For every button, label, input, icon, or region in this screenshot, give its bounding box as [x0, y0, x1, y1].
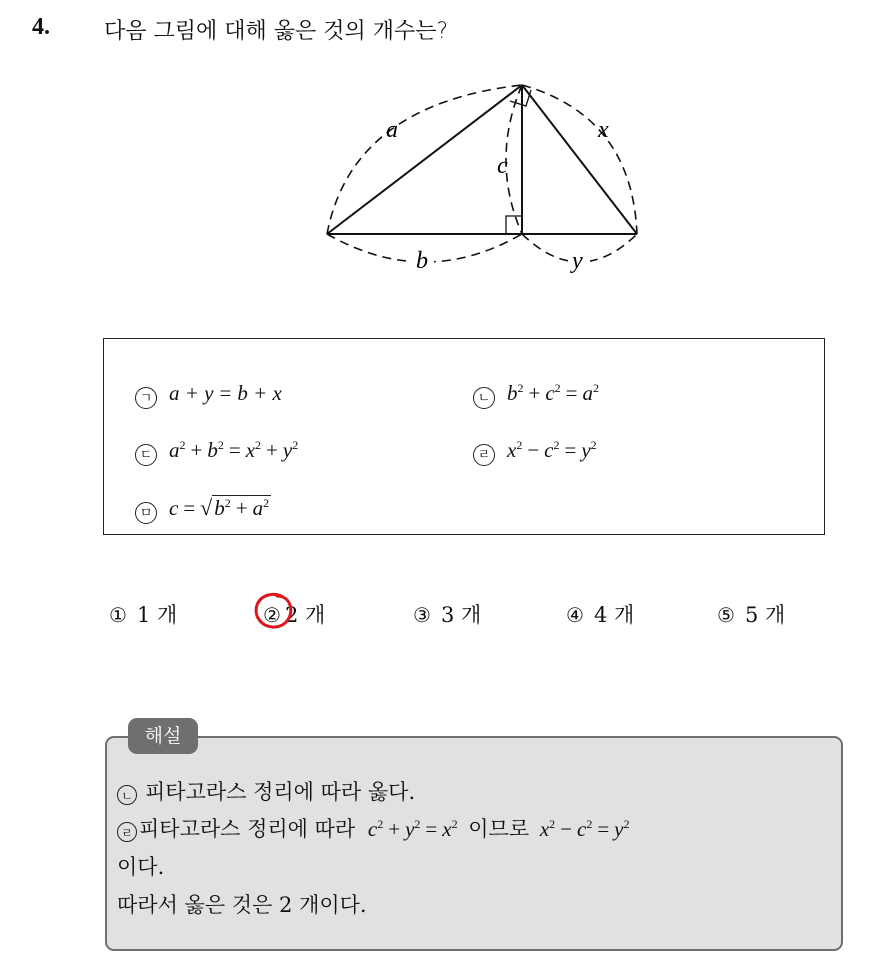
statement-2 [473, 381, 599, 409]
statement-mark: ㄹ [473, 444, 495, 466]
statement-mark: ㄷ [135, 444, 157, 466]
solution-line-4: 따라서 옳은 것은 2 개이다. [117, 893, 367, 917]
question-text: 다음 그림에 대해 옳은 것의 개수는? [104, 19, 449, 44]
label-a: a [386, 117, 398, 143]
solution-tag: 해설 [128, 718, 198, 754]
solution-line-3: 이다. [117, 855, 165, 879]
statement-mark: ㄱ [135, 387, 157, 409]
statement-5 [135, 495, 271, 524]
statement-expr: a + y [169, 381, 214, 405]
label-y: y [572, 248, 583, 274]
statement-mark: ㅁ [135, 502, 157, 524]
choice-3[interactable]: ③ 3 개 [413, 603, 482, 627]
statement-expr: $c = √b^2 + a^2$ [169, 495, 270, 520]
statement-expr: $a^2 + b^2 = x^2 + y^2$ [169, 438, 299, 462]
label-b: b [416, 248, 428, 274]
statement-expr: $b^2 + c^2 = a^2$ [507, 381, 600, 405]
selection-circle-mark [253, 591, 295, 631]
label-c: c [497, 153, 508, 179]
choice-2[interactable]: ② 2 개 [263, 603, 326, 627]
solution-line-1: ㄴ 피타고라스 정리에 따라 옳다. [117, 776, 415, 806]
statement-3 [135, 438, 298, 466]
choice-4[interactable]: ④ 4 개 [566, 603, 635, 627]
answer-choices [0, 599, 884, 631]
question-number: 4. [32, 14, 50, 40]
triangle-figure [0, 0, 884, 320]
label-x: x [598, 117, 609, 143]
arc-c [506, 85, 522, 234]
statement-expr: $x^2 - c^2 = y^2$ [507, 438, 597, 462]
statement-mark: ㄴ [473, 387, 495, 409]
side-a [327, 85, 522, 234]
statement-1: ㄱ a + y = b + x [135, 381, 282, 409]
choice-1[interactable]: ① 1 개 [109, 603, 178, 627]
statement-4 [473, 438, 597, 466]
solution-line-2: ㄹ 피타고라스 정리에 따라 $c^2 + y^2 = x^2$ 이므로 $x^2 - c^2 = y^2$ [117, 813, 629, 843]
choice-5[interactable]: ⑤ 5 개 [717, 603, 786, 627]
right-angle-mark [506, 216, 522, 234]
